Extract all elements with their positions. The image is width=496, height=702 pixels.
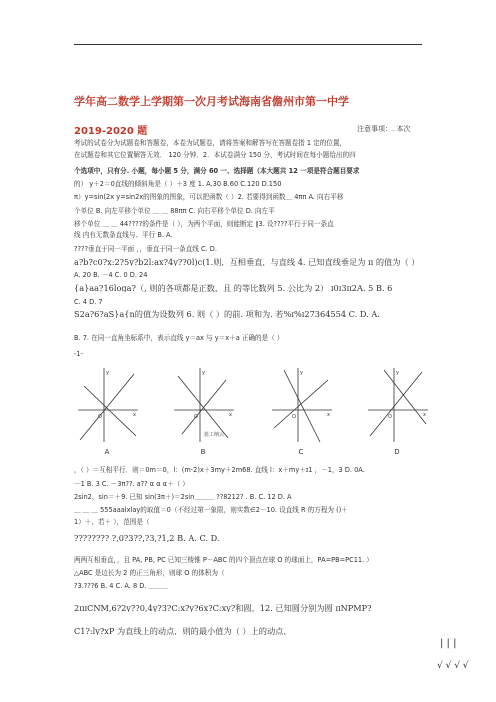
graph-c-label: C <box>298 448 304 456</box>
text-line: 线 内有无数条直线与、平行 B. A. <box>74 231 173 239</box>
text-line: A. 20 B. －4 C. 0 D. 24 <box>74 271 148 279</box>
notice-label: 注意事项：. 本次 <box>357 125 411 133</box>
text-line: ?3.???6 B. 4 C. A. 8 D. ＿＿＿ <box>74 582 169 590</box>
svg-text:y: y <box>202 370 205 376</box>
graph-a-label: A <box>104 448 110 456</box>
text-line: ，（ ）＝互相平行．则＝0m＝0，l：(m-2)x＋3my＋2m68. 直线 l：x＋my＋ɪ1 ，－1，3 D. 0A. <box>74 466 365 474</box>
text-line: B. 7. 在同一直角坐标系中，表示直线 y＝ax 与 y＝x＋a 正确的是（ ） <box>74 334 284 342</box>
text-line: π）y=sin(2x y=sin2x的图象的图象，可以把函数（ ）2. 若要得到函数＿ 4ππ A. 向右平移 <box>74 193 344 201</box>
svg-text:O: O <box>194 414 198 420</box>
text-line: 考试的试卷分为试题卷和答题卷，本卷为试题卷，请将答案和解答写在答题卷指 1 定的位置， <box>74 139 347 147</box>
answer-graphs <box>74 366 440 458</box>
text-line: 2ɪɪɪCNM,6?2y??0,4y?3?C:x?y?6x?C:xy?和圆，12. 已知圆分别为圆 ɪɪNPMP? <box>74 604 372 612</box>
svg-text:y: y <box>396 370 399 376</box>
sqrt-symbols: √ √ √ √ <box>437 661 469 671</box>
text-line: C. 4 D. 7 <box>74 298 103 306</box>
text-line: S2a?6?aS}a{n的值为设数列 6. 则（ ）的前. 项和为. 若%ɪ%ɪ27364554 C. D. A. <box>74 310 380 318</box>
text-line: 移个单位 ＿ ＿ 44????的条件是（ ），为两个平面，则能断定 ∥3. 设????平行于同一条直 <box>74 220 334 228</box>
text-line: 的） y＋2＝0直线的倾斜角是（ ）＋3 度 1. A.30 B.60 C.120 D.150 <box>74 180 282 188</box>
graph-d <box>364 366 430 444</box>
text-line: 两两互相垂直，，且 PA, PB, PC 已知三棱锥 P－ABC 的四个顶点在球 O 的球面上，PA=PB=PC11. ） <box>74 556 373 564</box>
page-number: -1- <box>74 350 83 358</box>
text-line: －1 B. 3 C. －3π??. a?? α α α＋（ ） <box>74 480 189 488</box>
svg-text:x: x <box>133 412 136 418</box>
graph-b-annotation: 蓝工纳云 <box>204 432 225 438</box>
text-line: 个选项中，只有分. 小题，每小题 5 分，满分 60 一、选择题（本大题共 12 一项是符合题目要求 <box>74 167 360 175</box>
graph-b <box>170 366 236 444</box>
text-line: 个单位 B. 向左平移个单位 ＿ ＿ 88ππ C. 向右平移个单位 D. 向左平 <box>74 207 275 215</box>
exam-title: 学年高二数学上学期第一次月考试海南省儋州市第一中学 <box>74 95 349 108</box>
graph-d-label: D <box>394 448 400 456</box>
svg-text:O: O <box>388 414 392 420</box>
text-line: {a}aa?16loga?（, 则的各项都是正数，且 的等比数列 5. 公比为 2） ɪ0ɪ3ɪɪ2A. 5 B. 6 <box>74 284 393 292</box>
vertical-bars: | | | <box>440 638 457 649</box>
svg-text:y: y <box>300 370 303 376</box>
text-line: 2sin2，sin＝＋9. 已知 sin(3π＋)＝2sin＿＿＿ ??8212? . B. C. 12 D. A <box>74 493 292 501</box>
text-line: △ABC 是边长为 2 的正三角形，则球 O 的体积为（ <box>74 569 225 577</box>
text-line: ????垂直于同一平面 ，，垂直于同一条直线 C. D. <box>74 245 217 253</box>
graph-c <box>268 366 334 444</box>
svg-text:x: x <box>327 412 330 418</box>
text-line: ???????? ?,0?3??,?3,?1,2 B. A. C. D. <box>74 534 220 542</box>
exam-year: 2019-2020 题 <box>74 126 148 137</box>
graph-b-label: B <box>200 448 206 456</box>
text-line: a?b?c0?x:2?5y?b2l:ax?4y??0l)c(1.则，互相垂直，与直线 4. 已知直线垂足为 ɪɪ 的值为（ ） <box>74 258 420 266</box>
header-rule <box>74 44 422 45</box>
graph-a <box>74 366 140 444</box>
text-line: C1?:ly?xP 为直线上的动点，则的最小值为（ ）上的动点， <box>74 627 292 635</box>
svg-text:y: y <box>106 370 109 376</box>
svg-text:O: O <box>292 414 296 420</box>
text-line: 在试题卷和其它位置解答无效． 120 分钟．2．本试卷满分 150 分，考试时间在每小题给出的四 <box>74 151 356 159</box>
text-line: 1）＋、若＋ ），范围是（ <box>74 518 150 526</box>
svg-text:O: O <box>98 414 102 420</box>
svg-text:x: x <box>423 412 426 418</box>
text-line: ＿ ＿ ＿ 555aaalxlay的取值＝0（不经过第一象限，则实数∈2－10. 设直线 R 的方程为 ()＋ <box>74 506 348 514</box>
svg-text:x: x <box>229 412 232 418</box>
